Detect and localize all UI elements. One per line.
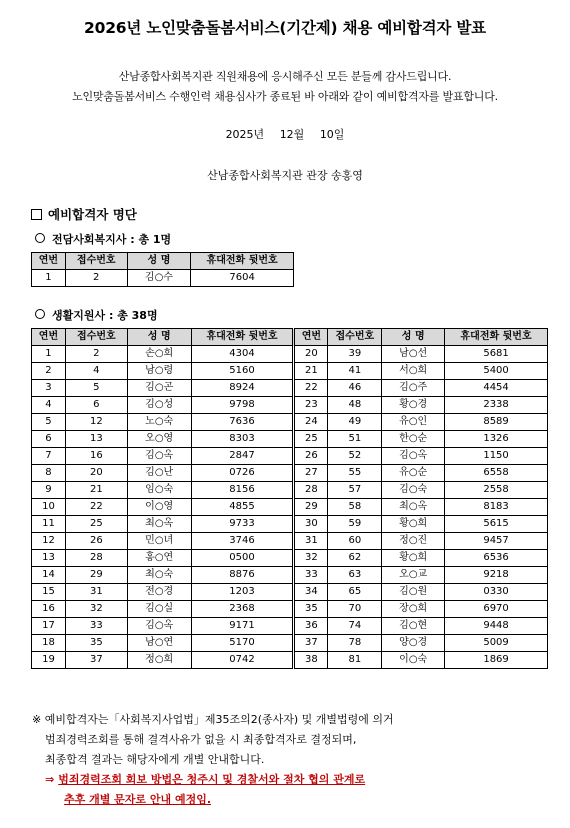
cell-name: 김○주 (382, 380, 445, 397)
cell-name: 김○숙 (382, 482, 445, 499)
cell-phone: 0726 (191, 465, 294, 482)
cell-receipt: 49 (328, 414, 382, 431)
square-bullet-icon (31, 209, 42, 220)
cell-seq: 11 (32, 516, 66, 533)
cell-receipt: 32 (65, 601, 127, 618)
cell-receipt: 28 (65, 550, 127, 567)
cell-name: 오○영 (127, 431, 191, 448)
cell-phone: 5170 (191, 635, 294, 652)
cell-receipt: 21 (65, 482, 127, 499)
cell-receipt: 4 (65, 363, 127, 380)
cell-phone: 8303 (191, 431, 294, 448)
cell-seq: 10 (32, 499, 66, 516)
cell-seq: 5 (32, 414, 66, 431)
cell-phone: 9448 (445, 618, 548, 635)
cell-seq: 17 (32, 618, 66, 635)
cell-seq: 35 (294, 601, 328, 618)
cell-receipt: 48 (328, 397, 382, 414)
cell-receipt: 52 (328, 448, 382, 465)
cell-seq: 9 (32, 482, 66, 499)
cell-phone: 7604 (191, 270, 294, 287)
cell-seq: 28 (294, 482, 328, 499)
cell-receipt: 78 (328, 635, 382, 652)
cell-phone: 9171 (191, 618, 294, 635)
cell-receipt: 57 (328, 482, 382, 499)
cell-phone: 8924 (191, 380, 294, 397)
table-row (32, 414, 548, 431)
cell-seq: 22 (294, 380, 328, 397)
cell-phone: 4454 (445, 380, 548, 397)
cell-seq: 36 (294, 618, 328, 635)
cell-seq: 3 (32, 380, 66, 397)
cell-phone: 5160 (191, 363, 294, 380)
cell-receipt: 35 (65, 635, 127, 652)
header-seq: 연번 (32, 329, 66, 346)
cell-name: 유○순 (382, 465, 445, 482)
cell-name: 황○희 (382, 516, 445, 533)
date-month: 12월 (279, 128, 305, 141)
cell-receipt: 46 (328, 380, 382, 397)
cell-phone: 7636 (191, 414, 294, 431)
table-header-row (32, 253, 294, 270)
cell-phone: 5615 (445, 516, 548, 533)
cell-seq: 8 (32, 465, 66, 482)
cell-name: 노○숙 (127, 414, 191, 431)
table-row (32, 652, 548, 669)
cell-name: 남○령 (127, 363, 191, 380)
cell-name: 황○희 (382, 550, 445, 567)
intro-line-1: 산남종합사회복지관 직원채용에 응시해주신 모든 분들께 감사드립니다. (118, 70, 452, 83)
table-row (32, 346, 548, 363)
cell-phone: 9798 (191, 397, 294, 414)
cell-phone: 4304 (191, 346, 294, 363)
header-seq: 연번 (294, 329, 328, 346)
cell-seq: 38 (294, 652, 328, 669)
cell-seq: 34 (294, 584, 328, 601)
cell-seq: 13 (32, 550, 66, 567)
cell-phone: 6970 (445, 601, 548, 618)
cell-receipt: 74 (328, 618, 382, 635)
cell-receipt: 37 (65, 652, 127, 669)
cell-seq: 12 (32, 533, 66, 550)
table-row (32, 448, 548, 465)
group1-heading-text: 전담사회복지사 : 총 1명 (52, 233, 172, 246)
table-row (32, 482, 548, 499)
cell-phone: 9457 (445, 533, 548, 550)
cell-name: 남○선 (382, 346, 445, 363)
circle-bullet-icon (35, 309, 45, 319)
cell-phone: 1150 (445, 448, 548, 465)
group1-table (31, 252, 294, 287)
cell-name: 서○희 (382, 363, 445, 380)
cell-phone: 1203 (191, 584, 294, 601)
cell-name: 전○경 (127, 584, 191, 601)
cell-phone: 0330 (445, 584, 548, 601)
cell-name: 최○옥 (382, 499, 445, 516)
cell-receipt: 26 (65, 533, 127, 550)
group2-table (31, 328, 548, 669)
header-phone: 휴대전화 뒷번호 (191, 329, 294, 346)
cell-receipt: 16 (65, 448, 127, 465)
cell-name: 최○숙 (127, 567, 191, 584)
cell-seq: 16 (32, 601, 66, 618)
cell-phone: 8156 (191, 482, 294, 499)
cell-receipt: 51 (328, 431, 382, 448)
circle-bullet-icon (35, 233, 45, 243)
note-emphasis-text-1: 범죄경력조회 회보 방법은 청주시 및 경찰서와 절차 협의 관계로 (58, 773, 366, 786)
cell-receipt: 81 (328, 652, 382, 669)
cell-seq: 24 (294, 414, 328, 431)
cell-seq: 7 (32, 448, 66, 465)
notes (32, 710, 394, 810)
table-row (32, 397, 548, 414)
cell-phone: 6558 (445, 465, 548, 482)
table-row (32, 550, 548, 567)
intro-line-2: 노인맞춤돌봄서비스 수행인력 채용심사가 종료된 바 아래와 같이 예비합격자를 발표합니다. (72, 90, 498, 103)
cell-name: 김○현 (382, 618, 445, 635)
header-phone: 휴대전화 뒷번호 (191, 253, 294, 270)
table-row (32, 584, 548, 601)
cell-phone: 0500 (191, 550, 294, 567)
cell-seq: 29 (294, 499, 328, 516)
cell-phone: 2847 (191, 448, 294, 465)
cell-phone: 1326 (445, 431, 548, 448)
group1-heading (35, 231, 171, 247)
cell-name: 김○성 (127, 397, 191, 414)
arrow-icon: ⇒ (45, 773, 55, 786)
date-day: 10일 (319, 128, 345, 141)
cell-receipt: 22 (65, 499, 127, 516)
header-receipt: 접수번호 (65, 253, 127, 270)
cell-seq: 32 (294, 550, 328, 567)
cell-name: 김○수 (127, 270, 191, 287)
cell-receipt: 13 (65, 431, 127, 448)
table-row (32, 465, 548, 482)
cell-phone: 3746 (191, 533, 294, 550)
cell-seq: 37 (294, 635, 328, 652)
section-title: 예비합격자 명단 (48, 207, 137, 222)
cell-name: 한○순 (382, 431, 445, 448)
table-row (32, 516, 548, 533)
cell-name: 김○원 (382, 584, 445, 601)
cell-receipt: 2 (65, 270, 127, 287)
cell-seq: 27 (294, 465, 328, 482)
cell-phone: 9218 (445, 567, 548, 584)
cell-name: 정○진 (382, 533, 445, 550)
cell-phone: 5681 (445, 346, 548, 363)
cell-seq: 33 (294, 567, 328, 584)
cell-receipt: 41 (328, 363, 382, 380)
table-row (32, 567, 548, 584)
cell-receipt: 58 (328, 499, 382, 516)
cell-receipt: 5 (65, 380, 127, 397)
note-line-3: 최종합격 결과는 해당자에게 개별 안내합니다. (45, 753, 265, 766)
cell-receipt: 25 (65, 516, 127, 533)
cell-seq: 26 (294, 448, 328, 465)
table-row (32, 270, 294, 287)
cell-name: 김○곤 (127, 380, 191, 397)
cell-phone: 5400 (445, 363, 548, 380)
cell-phone: 1869 (445, 652, 548, 669)
header-name: 성 명 (127, 253, 191, 270)
cell-phone: 5009 (445, 635, 548, 652)
cell-name: 장○희 (382, 601, 445, 618)
cell-receipt: 33 (65, 618, 127, 635)
cell-name: 양○경 (382, 635, 445, 652)
note-emphasis-line-1 (32, 770, 394, 790)
cell-seq: 19 (32, 652, 66, 669)
cell-seq: 1 (32, 346, 66, 363)
cell-receipt: 65 (328, 584, 382, 601)
table-row (32, 363, 548, 380)
table-row (32, 499, 548, 516)
cell-seq: 30 (294, 516, 328, 533)
cell-name: 김○실 (127, 601, 191, 618)
cell-receipt: 63 (328, 567, 382, 584)
cell-receipt: 6 (65, 397, 127, 414)
cell-seq: 25 (294, 431, 328, 448)
header-phone: 휴대전화 뒷번호 (445, 329, 548, 346)
header-seq: 연번 (32, 253, 66, 270)
cell-name: 민○녀 (127, 533, 191, 550)
cell-name: 김○옥 (127, 448, 191, 465)
cell-receipt: 12 (65, 414, 127, 431)
table-row (32, 601, 548, 618)
date-year: 2025년 (225, 128, 265, 141)
cell-name: 오○교 (382, 567, 445, 584)
page-title: 2026년 노인맞춤돌봄서비스(기간제) 채용 예비합격자 발표 (84, 19, 486, 37)
table-row (32, 533, 548, 550)
note-emphasis-line-2: 추후 개별 문자로 안내 예정임. (64, 793, 212, 806)
cell-name: 손○희 (127, 346, 191, 363)
cell-receipt: 20 (65, 465, 127, 482)
group2-heading (35, 307, 158, 323)
cell-phone: 8876 (191, 567, 294, 584)
cell-receipt: 29 (65, 567, 127, 584)
cell-seq: 14 (32, 567, 66, 584)
cell-receipt: 70 (328, 601, 382, 618)
cell-receipt: 60 (328, 533, 382, 550)
header-name: 성 명 (127, 329, 191, 346)
cell-seq: 15 (32, 584, 66, 601)
section-heading (31, 205, 137, 223)
cell-seq: 21 (294, 363, 328, 380)
cell-seq: 1 (32, 270, 66, 287)
cell-receipt: 62 (328, 550, 382, 567)
cell-name: 정○희 (127, 652, 191, 669)
cell-name: 이○숙 (382, 652, 445, 669)
cell-name: 유○인 (382, 414, 445, 431)
cell-phone: 8183 (445, 499, 548, 516)
cell-seq: 23 (294, 397, 328, 414)
table-row (32, 635, 548, 652)
cell-seq: 20 (294, 346, 328, 363)
cell-phone: 2368 (191, 601, 294, 618)
cell-name: 임○숙 (127, 482, 191, 499)
cell-phone: 6536 (445, 550, 548, 567)
cell-seq: 2 (32, 363, 66, 380)
table-header-row (32, 329, 548, 346)
cell-name: 김○옥 (382, 448, 445, 465)
cell-name: 최○옥 (127, 516, 191, 533)
cell-phone: 9733 (191, 516, 294, 533)
cell-name: 홍○연 (127, 550, 191, 567)
cell-seq: 4 (32, 397, 66, 414)
cell-phone: 2338 (445, 397, 548, 414)
cell-name: 남○연 (127, 635, 191, 652)
header-receipt: 접수번호 (328, 329, 382, 346)
header-receipt: 접수번호 (65, 329, 127, 346)
group2-heading-text: 생활지원사 : 총 38명 (52, 309, 158, 322)
note-line-1: ※ 예비합격자는「사회복지사업법」제35조의2(종사자) 및 개별법령에 의거 (32, 713, 394, 726)
cell-name: 이○영 (127, 499, 191, 516)
cell-seq: 18 (32, 635, 66, 652)
cell-receipt: 59 (328, 516, 382, 533)
header-name: 성 명 (382, 329, 445, 346)
cell-phone: 2558 (445, 482, 548, 499)
cell-name: 황○경 (382, 397, 445, 414)
cell-receipt: 2 (65, 346, 127, 363)
cell-phone: 8589 (445, 414, 548, 431)
organization-signature: 산남종합사회복지관 관장 송홍영 (207, 169, 363, 182)
table-row (32, 618, 548, 635)
cell-name: 김○옥 (127, 618, 191, 635)
cell-seq: 6 (32, 431, 66, 448)
cell-seq: 31 (294, 533, 328, 550)
cell-receipt: 55 (328, 465, 382, 482)
table-row (32, 380, 548, 397)
cell-phone: 4855 (191, 499, 294, 516)
cell-name: 김○난 (127, 465, 191, 482)
cell-receipt: 31 (65, 584, 127, 601)
cell-receipt: 39 (328, 346, 382, 363)
table-row (32, 431, 548, 448)
note-line-2: 범죄경력조회를 통해 결격사유가 없을 시 최종합격자로 결정되며, (45, 733, 357, 746)
announcement-date (0, 126, 570, 142)
cell-phone: 0742 (191, 652, 294, 669)
